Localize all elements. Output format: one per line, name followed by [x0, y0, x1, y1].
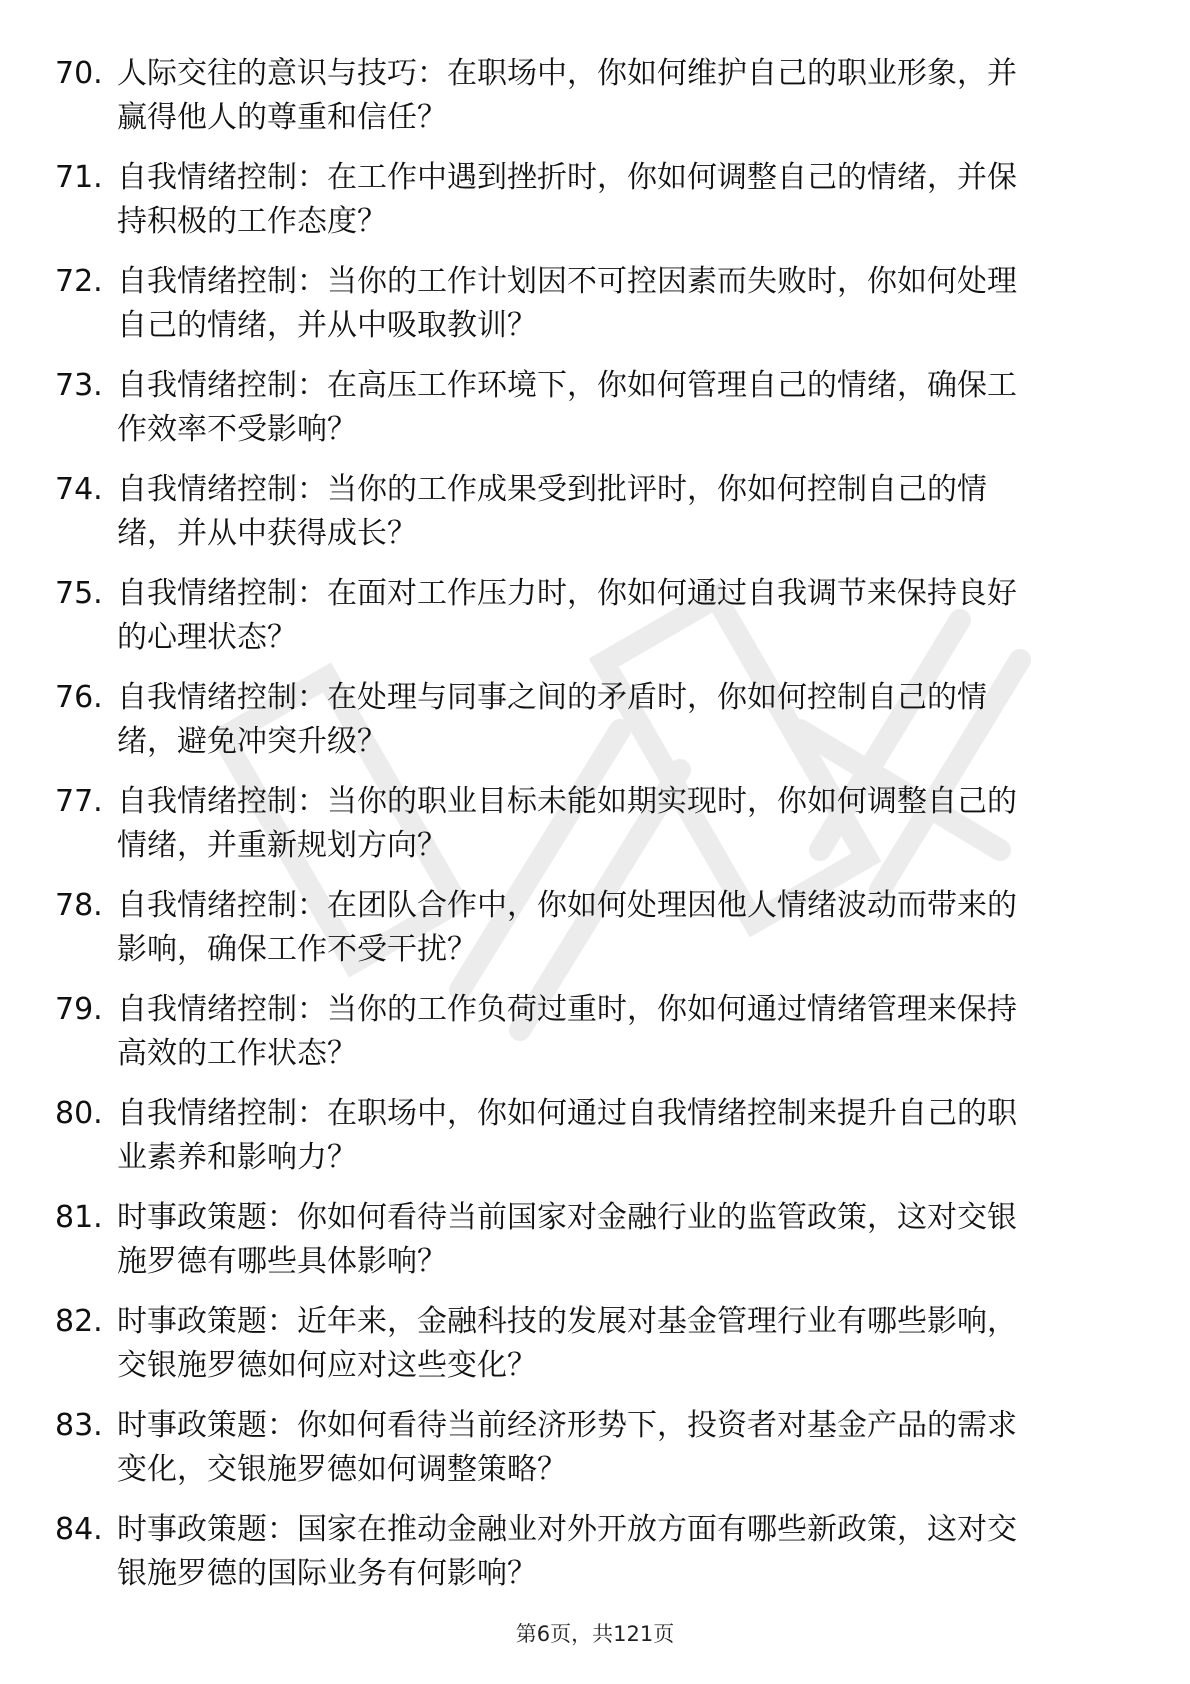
question-number: 77. — [55, 784, 103, 819]
question-text: 自我情绪控制：当你的工作负荷过重时，你如何通过情绪管理来保持高效的工作状态？ — [117, 992, 1017, 1071]
question-item-82 — [55, 1300, 1115, 1388]
question-text: 自我情绪控制：当你的工作成果受到批评时，你如何控制自己的情绪，并从中获得成长？ — [117, 472, 987, 551]
question-list — [55, 52, 1115, 1612]
question-text: 自我情绪控制：当你的工作计划因不可控因素而失败时，你如何处理自己的情绪，并从中吸取教训？ — [117, 264, 1017, 343]
question-item-81 — [55, 1196, 1115, 1284]
question-number: 80. — [55, 1096, 103, 1131]
question-text: 自我情绪控制：在工作中遇到挫折时，你如何调整自己的情绪，并保持积极的工作态度？ — [117, 160, 1017, 239]
question-item-75 — [55, 572, 1115, 660]
question-text: 时事政策题：你如何看待当前经济形势下，投资者对基金产品的需求变化，交银施罗德如何调整策略？ — [117, 1408, 1017, 1487]
question-text: 时事政策题：国家在推动金融业对外开放方面有哪些新政策，这对交银施罗德的国际业务有何影响？ — [117, 1512, 1017, 1591]
question-number: 81. — [55, 1200, 103, 1235]
question-number: 70. — [55, 56, 103, 91]
question-text: 自我情绪控制：在处理与同事之间的矛盾时，你如何控制自己的情绪，避免冲突升级？ — [117, 680, 987, 759]
question-item-72 — [55, 260, 1115, 348]
question-item-83 — [55, 1404, 1115, 1492]
question-item-73 — [55, 364, 1115, 452]
question-number: 72. — [55, 264, 103, 299]
question-number: 78. — [55, 888, 103, 923]
question-item-77 — [55, 780, 1115, 868]
question-number: 71. — [55, 160, 103, 195]
question-text: 时事政策题：近年来，金融科技的发展对基金管理行业有哪些影响，交银施罗德如何应对这些变化？ — [117, 1304, 1017, 1383]
question-text: 自我情绪控制：在面对工作压力时，你如何通过自我调节来保持良好的心理状态？ — [117, 576, 1017, 655]
question-text: 自我情绪控制：在高压工作环境下，你如何管理自己的情绪，确保工作效率不受影响？ — [117, 368, 1017, 447]
question-item-74 — [55, 468, 1115, 556]
question-item-78 — [55, 884, 1115, 972]
page-footer: 第6页，共121页 — [515, 1622, 675, 1646]
question-number: 75. — [55, 576, 103, 611]
question-number: 84. — [55, 1512, 103, 1547]
question-number: 82. — [55, 1304, 103, 1339]
question-text: 人际交往的意识与技巧：在职场中，你如何维护自己的职业形象，并赢得他人的尊重和信任？ — [117, 56, 1017, 135]
question-number: 73. — [55, 368, 103, 403]
question-text: 自我情绪控制：在团队合作中，你如何处理因他人情绪波动而带来的影响，确保工作不受干扰？ — [117, 888, 1017, 967]
question-number: 83. — [55, 1408, 103, 1443]
question-item-84 — [55, 1508, 1115, 1596]
question-item-70 — [55, 52, 1115, 140]
question-item-71 — [55, 156, 1115, 244]
question-text: 时事政策题：你如何看待当前国家对金融行业的监管政策，这对交银施罗德有哪些具体影响？ — [117, 1200, 1017, 1279]
question-number: 76. — [55, 680, 103, 715]
question-text: 自我情绪控制：当你的职业目标未能如期实现时，你如何调整自己的情绪，并重新规划方向？ — [117, 784, 1017, 863]
question-item-80 — [55, 1092, 1115, 1180]
question-item-79 — [55, 988, 1115, 1076]
question-number: 79. — [55, 992, 103, 1027]
question-text: 自我情绪控制：在职场中，你如何通过自我情绪控制来提升自己的职业素养和影响力？ — [117, 1096, 1017, 1175]
question-item-76 — [55, 676, 1115, 764]
question-number: 74. — [55, 472, 103, 507]
